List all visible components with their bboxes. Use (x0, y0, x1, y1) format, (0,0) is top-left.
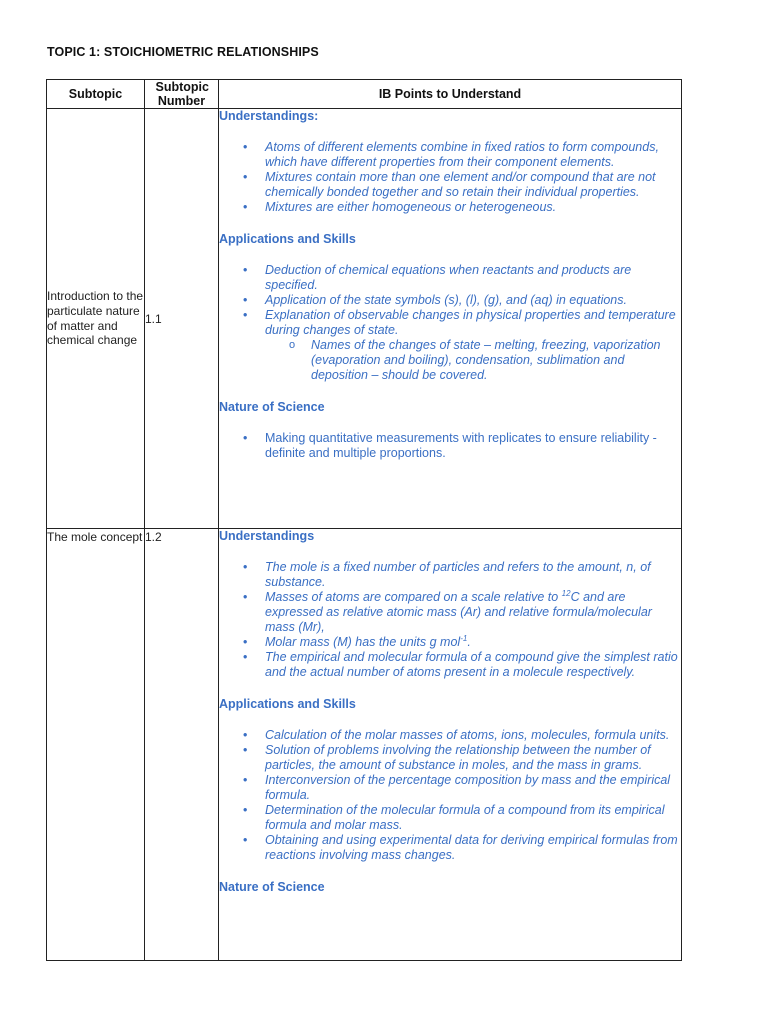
list-item: • Atoms of different elements combine in fixed ratios to form compounds, which have different properties from their component elements. (265, 140, 681, 170)
list-item: • Deduction of chemical equations when reactants and products are specified. (265, 263, 681, 293)
sub-list-item: o Names of the changes of state – melting, freezing, vaporization (evaporation and boiling), condensation, sublimation and deposition – should be covered. (311, 338, 681, 383)
table-row (47, 529, 682, 961)
list-item-text: Explanation of observable changes in physical properties and temperature during changes of state. (265, 308, 676, 337)
skills-list (219, 263, 681, 383)
header-subtopic-number (145, 80, 219, 109)
points-cell (219, 529, 682, 961)
list-item: • Making quantitative measurements with replicates to ensure reliability - definite and multiple proportions. (265, 431, 681, 461)
list-item: • Obtaining and using experimental data for deriving empirical formulas from reactions involving mass changes. (265, 833, 681, 863)
list-item: • Application of the state symbols (s), (l), (g), and (aq) in equations. (265, 293, 681, 308)
list-item: • Mixtures are either homogeneous or heterogeneous. (265, 200, 681, 215)
list-item: • Determination of the molecular formula of a compound from its empirical formula and molar mass. (265, 803, 681, 833)
list-item: • Mixtures contain more than one element and/or compound that are not chemically bonded together and so retain their individual properties. (265, 170, 681, 200)
nos-heading: Nature of Science (219, 880, 325, 894)
understandings-heading: Understandings (219, 529, 315, 543)
subtopic-cell (47, 529, 145, 961)
header-number-text: Subtopic Number (155, 80, 209, 108)
text-part: C and are expressed as relative atomic mass (Ar) and relative formula/molecular mass (Mr), (265, 590, 652, 634)
sub-list (265, 338, 681, 383)
list-item: • The empirical and molecular formula of a compound give the simplest ratio and the actual number of atoms present in a molecule respectively. (265, 650, 681, 680)
subtopic-number-cell (145, 529, 219, 961)
subtopic-number: 1.2 (145, 530, 162, 544)
superscript: 12 (561, 588, 571, 598)
list-item (265, 590, 681, 635)
subtopic-text: The mole concept (47, 530, 143, 544)
text-part: Masses of atoms are compared on a scale relative to (265, 590, 562, 604)
subtopic-cell (47, 109, 145, 529)
nos-heading: Nature of Science (219, 400, 325, 414)
subtopic-text: Introduction to the particulate nature of matter and chemical change (47, 288, 144, 348)
list-item: • Calculation of the molar masses of atoms, ions, molecules, formula units. (265, 728, 681, 743)
understandings-heading: Understandings: (219, 109, 319, 123)
understandings-list (219, 560, 681, 680)
page-title: TOPIC 1: STOICHIOMETRIC RELATIONSHIPS (47, 45, 319, 59)
skills-list (219, 728, 681, 863)
table-header-row (47, 80, 682, 109)
list-item: • The mole is a fixed number of particles and refers to the amount, n, of substance. (265, 560, 681, 590)
table-row (47, 109, 682, 529)
skills-heading: Applications and Skills (219, 232, 356, 246)
text-part: Molar mass (M) has the units g mol (265, 635, 461, 649)
list-item: • Solution of problems involving the relationship between the number of particles, the amount of substance in moles, and the mass in grams. (265, 743, 681, 773)
nos-list (219, 431, 681, 461)
topic-table (46, 79, 682, 961)
list-item (265, 308, 681, 383)
understandings-list (219, 140, 681, 215)
header-ib-points: IB Points to Understand (219, 80, 682, 109)
skills-heading: Applications and Skills (219, 697, 356, 711)
subtopic-number: 1.1 (145, 311, 162, 326)
header-subtopic: Subtopic (47, 80, 145, 109)
list-item: • Interconversion of the percentage composition by mass and the empirical formula. (265, 773, 681, 803)
subtopic-number-cell (145, 109, 219, 529)
superscript: -1 (460, 633, 468, 643)
list-item (265, 635, 681, 650)
points-cell (219, 109, 682, 529)
text-part: . (467, 635, 471, 649)
